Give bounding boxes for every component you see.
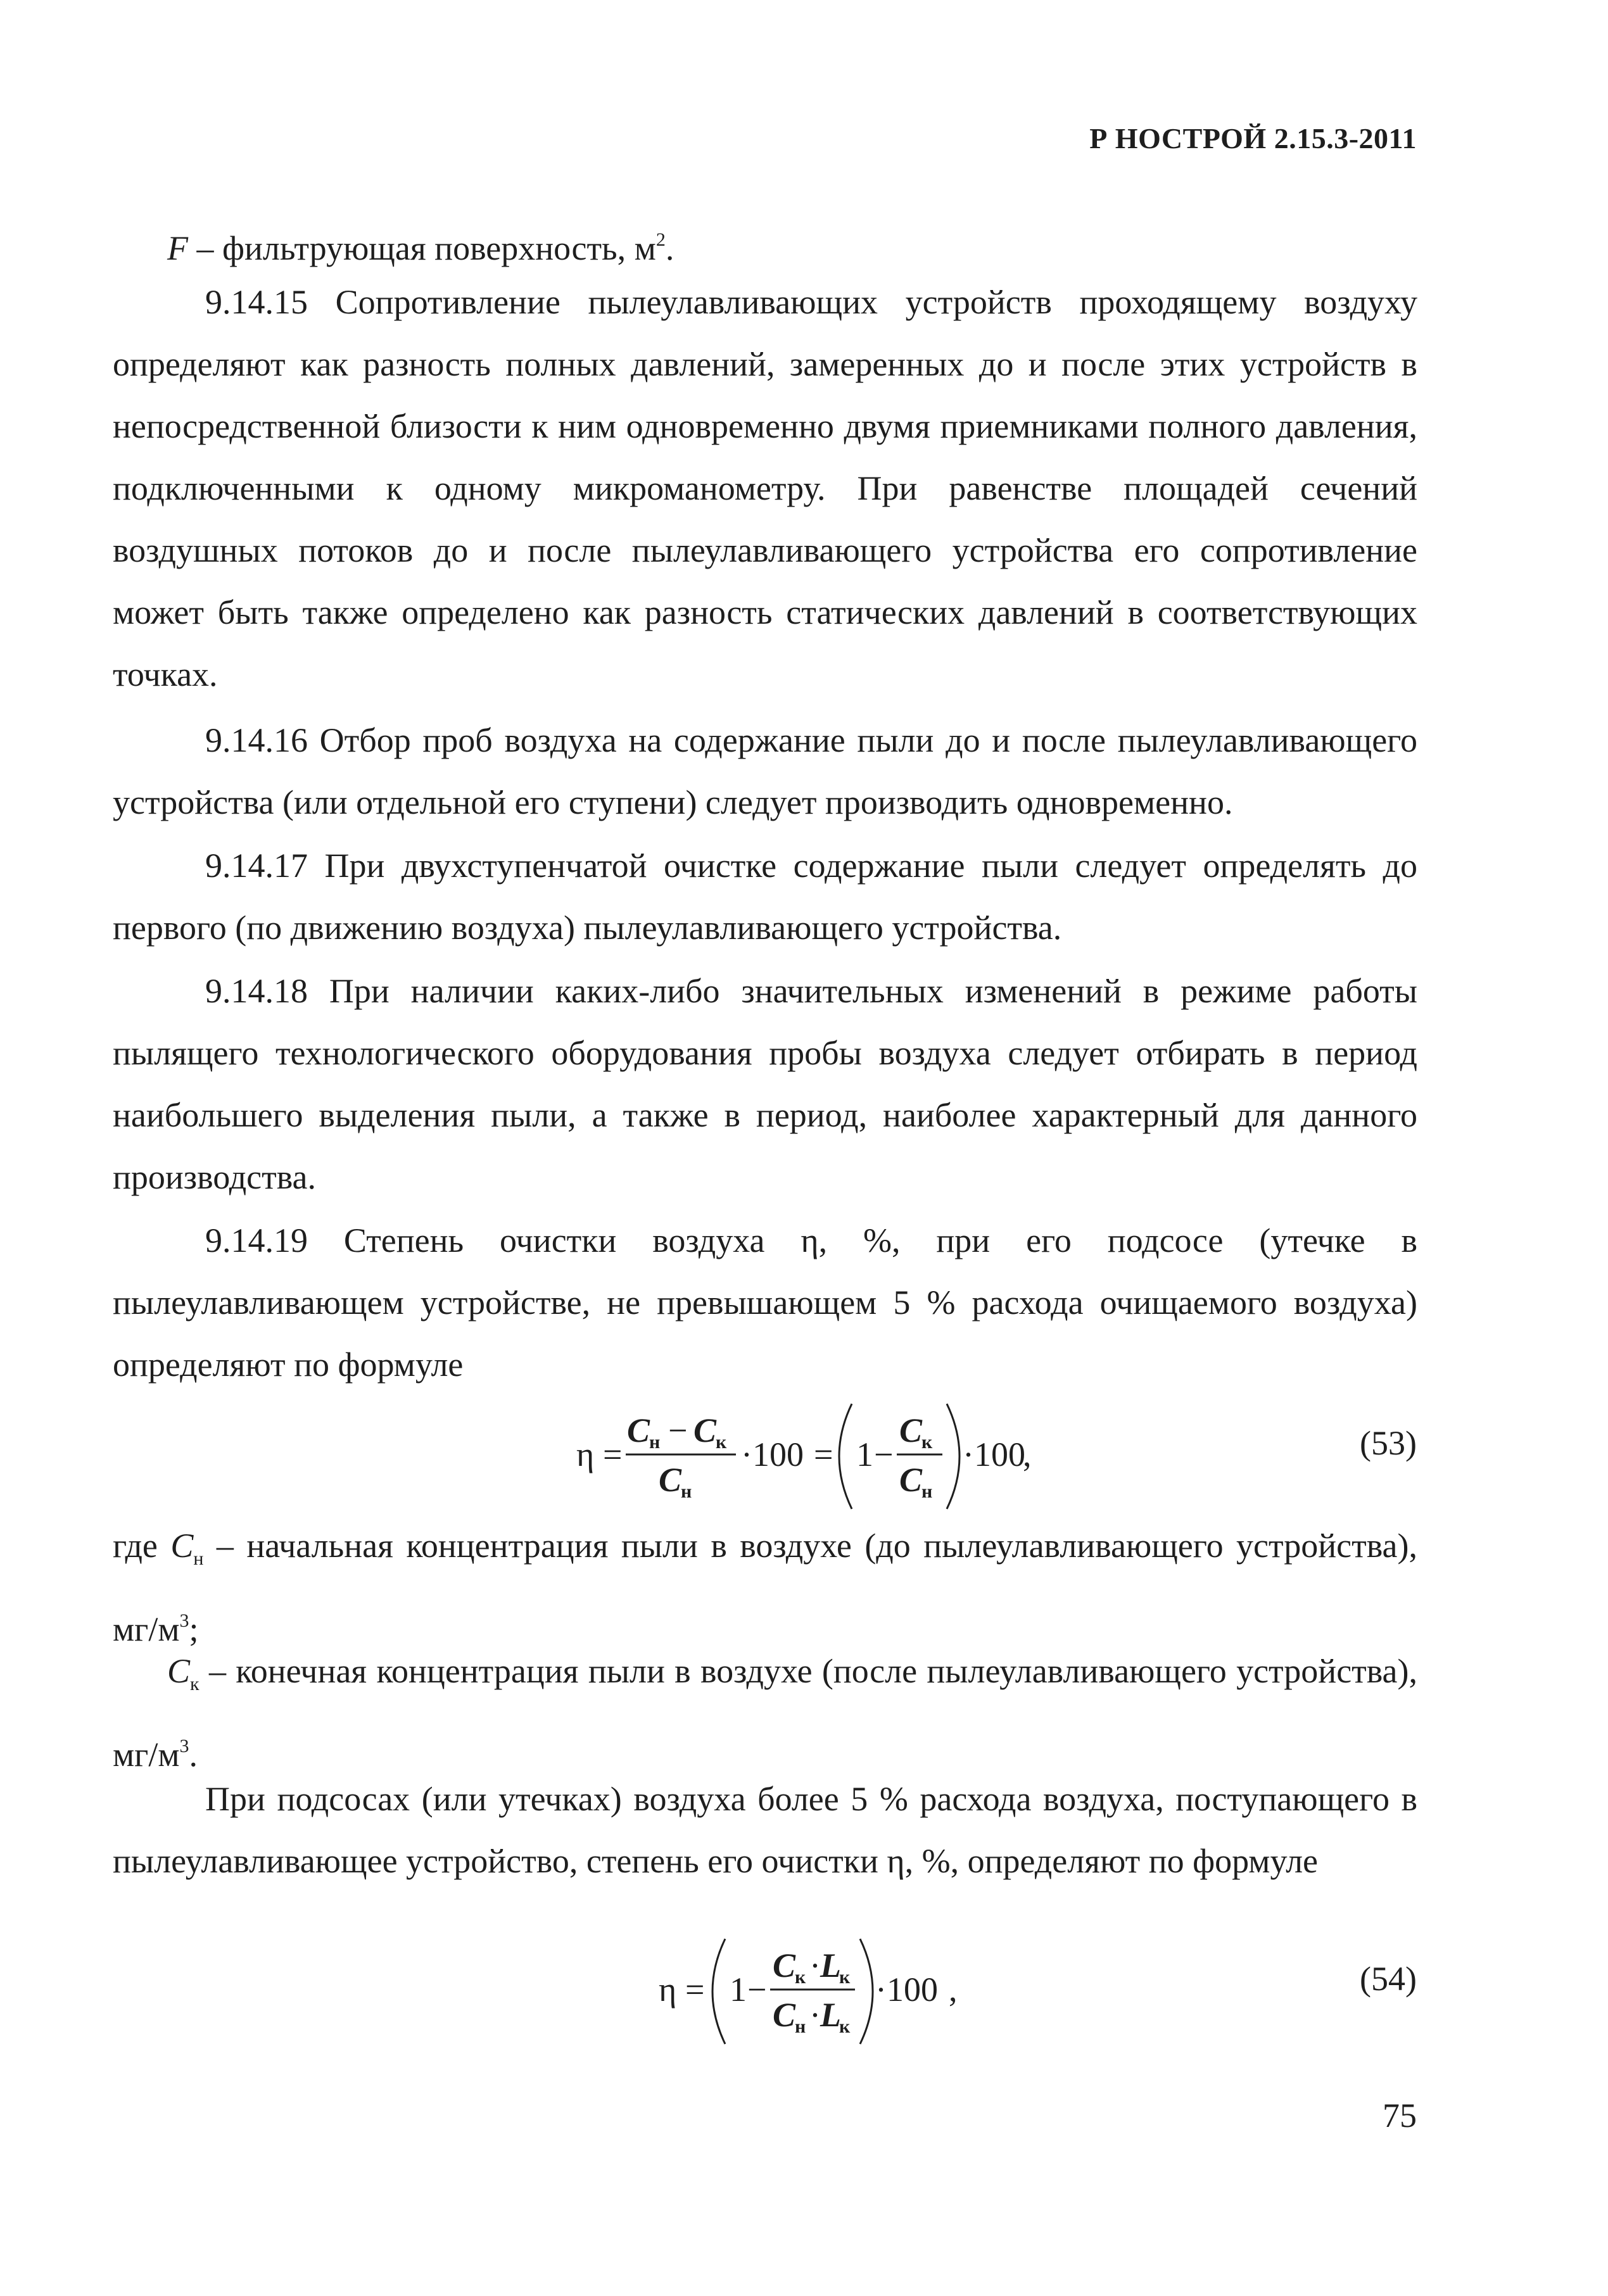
svg-text:н: н [681, 1481, 692, 1502]
svg-text:1: 1 [856, 1435, 873, 1473]
filter-surface-line: F – фильтрующая поверхность, $м^2$. [167, 229, 674, 267]
formula-53-eta: η [576, 1435, 595, 1473]
svg-text:н: н [921, 1481, 933, 1502]
formula-53-hundred-left: ·100 [741, 1435, 804, 1473]
symbol-cn: C [170, 1527, 194, 1565]
svg-text:−: − [668, 1411, 688, 1449]
formula-53-number: (53) [1360, 1424, 1417, 1462]
svg-text:−: − [747, 1971, 767, 2009]
formula-53 [557, 1396, 1039, 1517]
paragraph-suction: При подсосах (или утечках) воздуха более 5 % расхода воздуха, поступающего в пылеулавливающее устройство, степень его очистки η, %, определяют по формуле [113, 1780, 1417, 1880]
formula-54-number: (54) [1360, 1960, 1417, 1998]
svg-text:н: н [649, 1432, 661, 1453]
formula-54-eta: η [659, 1971, 677, 2009]
document-code-header: Р НОСТРОЙ 2.15.3-2011 [1089, 122, 1417, 155]
svg-text:1: 1 [730, 1971, 747, 2009]
paragraph-9-14-17: 9.14.17 При двухступенчатой очистке содержание пыли следует определять до первого (по движению воздуха) пылеулавливающего устройства. [113, 847, 1417, 947]
svg-text:к: к [795, 1967, 806, 1988]
svg-text:C: C [627, 1411, 650, 1449]
svg-text:−: − [874, 1435, 894, 1473]
formula-54-hundred: ·100 [875, 1971, 938, 2009]
paragraph-9-14-18: 9.14.18 При наличии каких-либо значительных изменений в режиме работы пылящего технологического оборудования пробы воздуха следует отбирать в период наибольшего выделения пыли, а также в период, наиболее характерный для данного производства. [113, 972, 1417, 1196]
paragraph-9-14-19: 9.14.19 Степень очистки воздуха η, %, при его подсосе (утечке в пылеулавливающем устройстве, не превышающем 5 % расхода очищаемого воздуха) определяют по формуле [113, 1221, 1417, 1384]
formula-53-equals: = [603, 1435, 623, 1473]
svg-text:L: L [820, 1946, 841, 1984]
svg-text:L: L [820, 1996, 841, 2034]
symbol-ck: C [167, 1652, 191, 1690]
filter-surface-text: – фильтрующая поверхность, м [188, 229, 656, 267]
svg-text:к: к [921, 1432, 933, 1453]
paragraph-9-14-16: 9.14.16 Отбор проб воздуха на содержание пыли до и после пылеулавливающего устройства (или отдельной его ступени) следует производить одновременно. [113, 721, 1417, 821]
svg-text:C: C [773, 1946, 796, 1984]
formula-54 [646, 1931, 975, 2052]
svg-text:C: C [773, 1996, 796, 2034]
svg-text:к: к [839, 1967, 851, 1988]
unit-power: 2 [655, 229, 666, 250]
formula-53-hundred-right: ·100 [963, 1435, 1025, 1473]
formula-54-equals: = [685, 1971, 705, 2009]
svg-text:·: · [809, 1996, 821, 2034]
page-number: 75 [1383, 2097, 1417, 2135]
svg-text:к: к [839, 2016, 851, 2037]
definition-ck: $C_к$ – конечная концентрация пыли в воздухе (после пылеулавливающего устройства), $мг/м^3$. [113, 1652, 1417, 1774]
svg-text:C: C [899, 1461, 923, 1499]
symbol-f: F [167, 229, 188, 267]
svg-text:,: , [949, 1971, 958, 2009]
svg-text:=: = [814, 1435, 833, 1473]
svg-text:C: C [693, 1411, 717, 1449]
svg-text:к: к [716, 1432, 727, 1453]
svg-text:C: C [659, 1461, 682, 1499]
definition-cn: где $C_н$ – начальная концентрация пыли в воздухе (до пылеулавливающего устройства), $мг/м^3$; [113, 1527, 1417, 1648]
svg-text:н: н [795, 2016, 806, 2037]
paragraph-9-14-15: 9.14.15 Сопротивление пылеулавливающих устройств проходящему воздуху определяют как разность полных давлений, замеренных до и после этих устройств в непосредственной близости к ним одновременно двумя приемниками полного давления, подключенными к одному микроманометру. При равенстве площадей сечений воздушных потоков до и после пылеулавливающего устройства его сопротивление может быть также определено как разность статических давлений в соответствующих точках. [113, 283, 1417, 693]
svg-text:C: C [899, 1411, 923, 1449]
svg-text:·: · [809, 1946, 821, 1984]
svg-text:,: , [1023, 1435, 1032, 1473]
